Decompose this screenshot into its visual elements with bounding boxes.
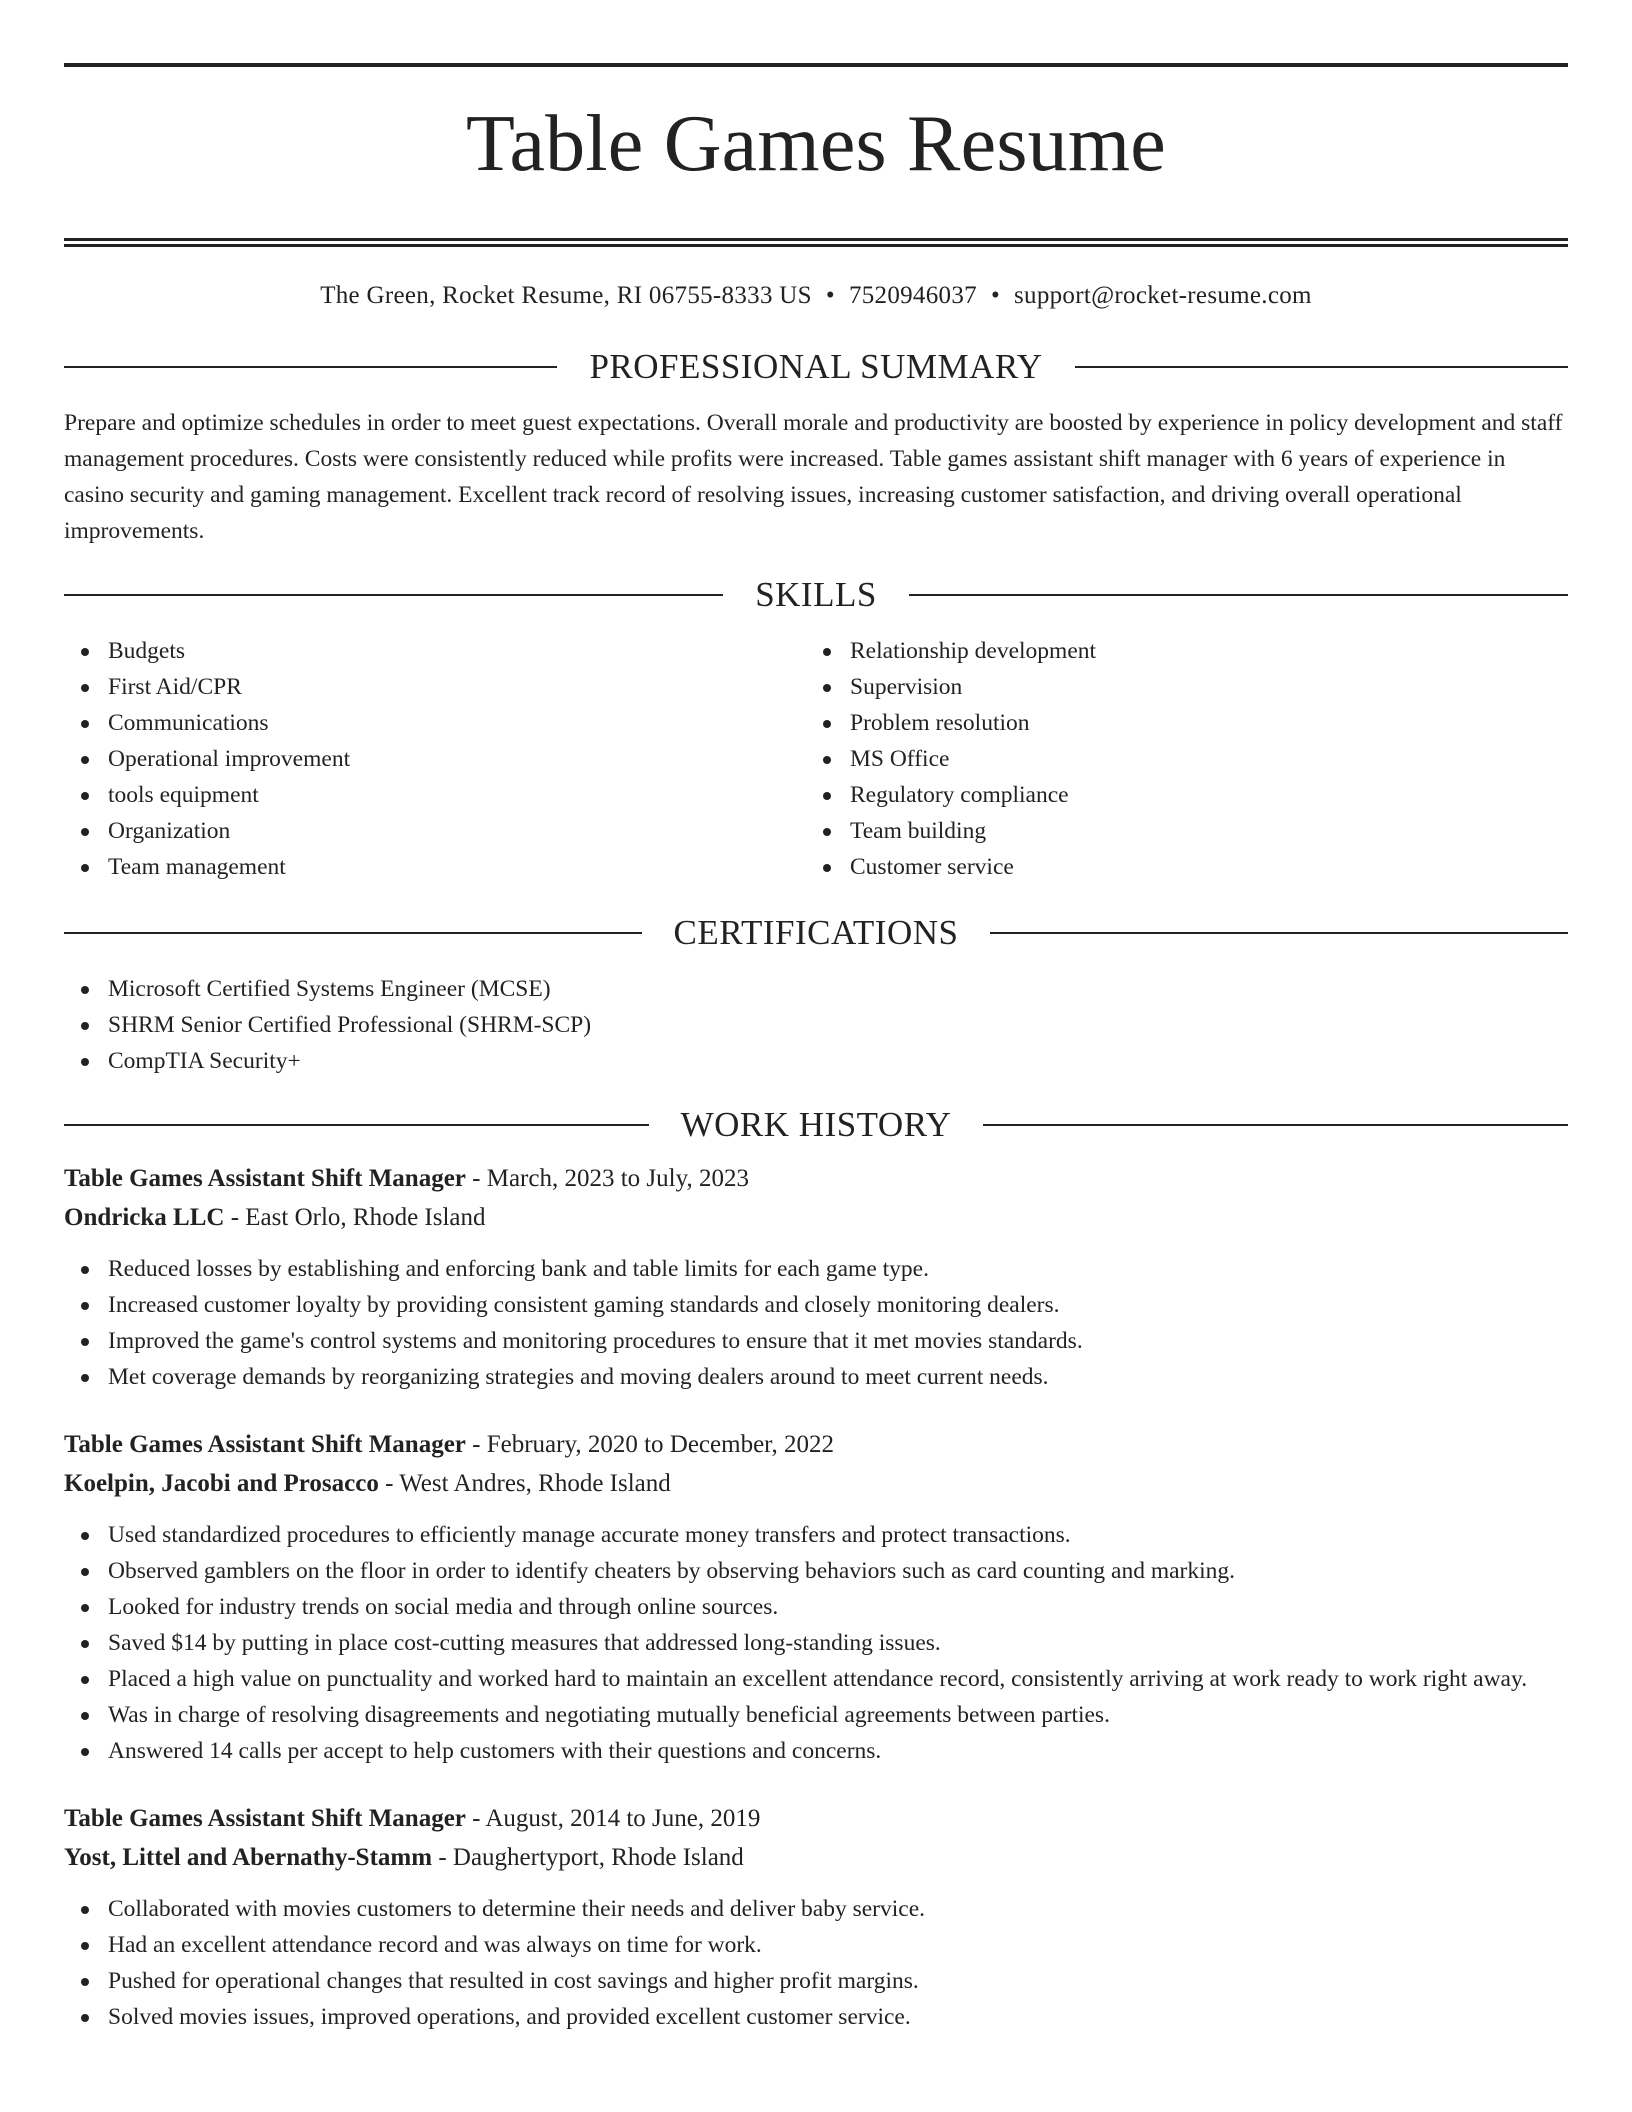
heading-rule <box>1075 366 1568 368</box>
job-company-line <box>64 1464 1568 1503</box>
list-item: tools equipment <box>64 777 806 813</box>
list-item: Microsoft Certified Systems Engineer (MCSE) <box>64 971 1568 1007</box>
job-dates: - March, 2023 to July, 2023 <box>472 1164 749 1192</box>
skills-grid <box>64 633 1568 885</box>
skills-list-left <box>64 633 806 885</box>
heading-rule <box>64 932 642 934</box>
list-item: Placed a high value on punctuality and worked hard to maintain an excellent attendance record, consistently arriving at work ready to work right away. <box>64 1661 1568 1697</box>
job-entry <box>64 1425 1568 1769</box>
section-title: CERTIFICATIONS <box>673 912 959 952</box>
heading-rule <box>64 1124 649 1126</box>
list-item: Supervision <box>806 669 1548 705</box>
job-company: Koelpin, Jacobi and Prosacco <box>64 1469 379 1497</box>
contact-separator: • <box>825 281 835 309</box>
list-item: Team management <box>64 849 806 885</box>
list-item: First Aid/CPR <box>64 669 806 705</box>
job-company: Ondricka LLC <box>64 1203 225 1231</box>
job-company-line <box>64 1198 1568 1237</box>
list-item: Problem resolution <box>806 705 1548 741</box>
job-location: - Daughertyport, Rhode Island <box>438 1843 744 1871</box>
heading-rule <box>64 366 557 368</box>
job-bullets <box>64 1517 1568 1769</box>
heading-rule <box>64 594 723 596</box>
skills-list-right <box>806 633 1548 885</box>
list-item: Operational improvement <box>64 741 806 777</box>
contact-line <box>64 281 1568 311</box>
list-item: Increased customer loyalty by providing consistent gaming standards and closely monitoring dealers. <box>64 1287 1568 1323</box>
list-item: Looked for industry trends on social media and through online sources. <box>64 1589 1568 1625</box>
list-item: Saved $14 by putting in place cost-cutting measures that addressed long-standing issues. <box>64 1625 1568 1661</box>
certifications-section-heading <box>64 913 1568 953</box>
list-item: Answered 14 calls per accept to help customers with their questions and concerns. <box>64 1733 1568 1769</box>
certifications-list <box>64 971 1568 1079</box>
list-item: Relationship development <box>806 633 1548 669</box>
job-title: Table Games Assistant Shift Manager <box>64 1164 466 1192</box>
list-item: Improved the game's control systems and monitoring procedures to ensure that it met movies standards. <box>64 1323 1568 1359</box>
job-title: Table Games Assistant Shift Manager <box>64 1804 466 1832</box>
job-entry <box>64 1799 1568 2035</box>
list-item: Was in charge of resolving disagreements and negotiating mutually beneficial agreements between parties. <box>64 1697 1568 1733</box>
list-item: Met coverage demands by reorganizing strategies and moving dealers around to meet current needs. <box>64 1359 1568 1395</box>
list-item: Organization <box>64 813 806 849</box>
job-title-line <box>64 1425 1568 1464</box>
job-company-line <box>64 1838 1568 1877</box>
list-item: SHRM Senior Certified Professional (SHRM-SCP) <box>64 1007 1568 1043</box>
job-entry <box>64 1159 1568 1395</box>
heading-rule <box>990 932 1568 934</box>
section-title: WORK HISTORY <box>680 1104 952 1144</box>
contact-separator: • <box>990 281 1000 309</box>
heading-rule <box>983 1124 1568 1126</box>
job-location: - West Andres, Rhode Island <box>385 1469 671 1497</box>
job-bullets <box>64 1891 1568 2035</box>
list-item: Team building <box>806 813 1548 849</box>
skills-section-heading <box>64 575 1568 615</box>
job-dates: - February, 2020 to December, 2022 <box>472 1430 834 1458</box>
list-item: Collaborated with movies customers to determine their needs and deliver baby service. <box>64 1891 1568 1927</box>
list-item: CompTIA Security+ <box>64 1043 1568 1079</box>
list-item: Had an excellent attendance record and was always on time for work. <box>64 1927 1568 1963</box>
job-dates: - August, 2014 to June, 2019 <box>472 1804 761 1832</box>
list-item: Solved movies issues, improved operations, and provided excellent customer service. <box>64 1999 1568 2035</box>
section-title: SKILLS <box>755 574 877 614</box>
job-title-line <box>64 1159 1568 1198</box>
contact-address: The Green, Rocket Resume, RI 06755-8333 US <box>320 281 812 309</box>
list-item: Reduced losses by establishing and enforcing bank and table limits for each game type. <box>64 1251 1568 1287</box>
top-rule <box>64 63 1568 67</box>
job-title: Table Games Assistant Shift Manager <box>64 1430 466 1458</box>
list-item: Budgets <box>64 633 806 669</box>
job-bullets <box>64 1251 1568 1395</box>
section-title: PROFESSIONAL SUMMARY <box>589 346 1043 386</box>
list-item: MS Office <box>806 741 1548 777</box>
list-item: Observed gamblers on the floor in order to identify cheaters by observing behaviors such as card counting and marking. <box>64 1553 1568 1589</box>
summary-section-heading <box>64 347 1568 387</box>
contact-phone: 7520946037 <box>848 281 977 309</box>
list-item: Used standardized procedures to efficiently manage accurate money transfers and protect transactions. <box>64 1517 1568 1553</box>
contact-email: support@rocket-resume.com <box>1014 281 1312 309</box>
work-history-section-heading <box>64 1105 1568 1145</box>
list-item: Customer service <box>806 849 1548 885</box>
list-item: Pushed for operational changes that resulted in cost savings and higher profit margins. <box>64 1963 1568 1999</box>
job-title-line <box>64 1799 1568 1838</box>
job-company: Yost, Littel and Abernathy-Stamm <box>64 1843 433 1871</box>
summary-text: Prepare and optimize schedules in order to meet guest expectations. Overall morale and productivity are boosted by experience in policy development and staff management procedures. Costs were consistently reduced while profits were increased. Table games assistant shift manager with 6 years of experience in casino security and gaming management. Excellent track record of resolving issues, increasing customer satisfaction, and driving overall operational improvements. <box>64 409 1563 544</box>
job-location: - East Orlo, Rhode Island <box>230 1203 486 1231</box>
heading-rule <box>909 594 1568 596</box>
title-double-rule <box>64 238 1568 247</box>
page-title: Table Games Resume <box>465 100 1166 188</box>
list-item: Communications <box>64 705 806 741</box>
list-item: Regulatory compliance <box>806 777 1548 813</box>
